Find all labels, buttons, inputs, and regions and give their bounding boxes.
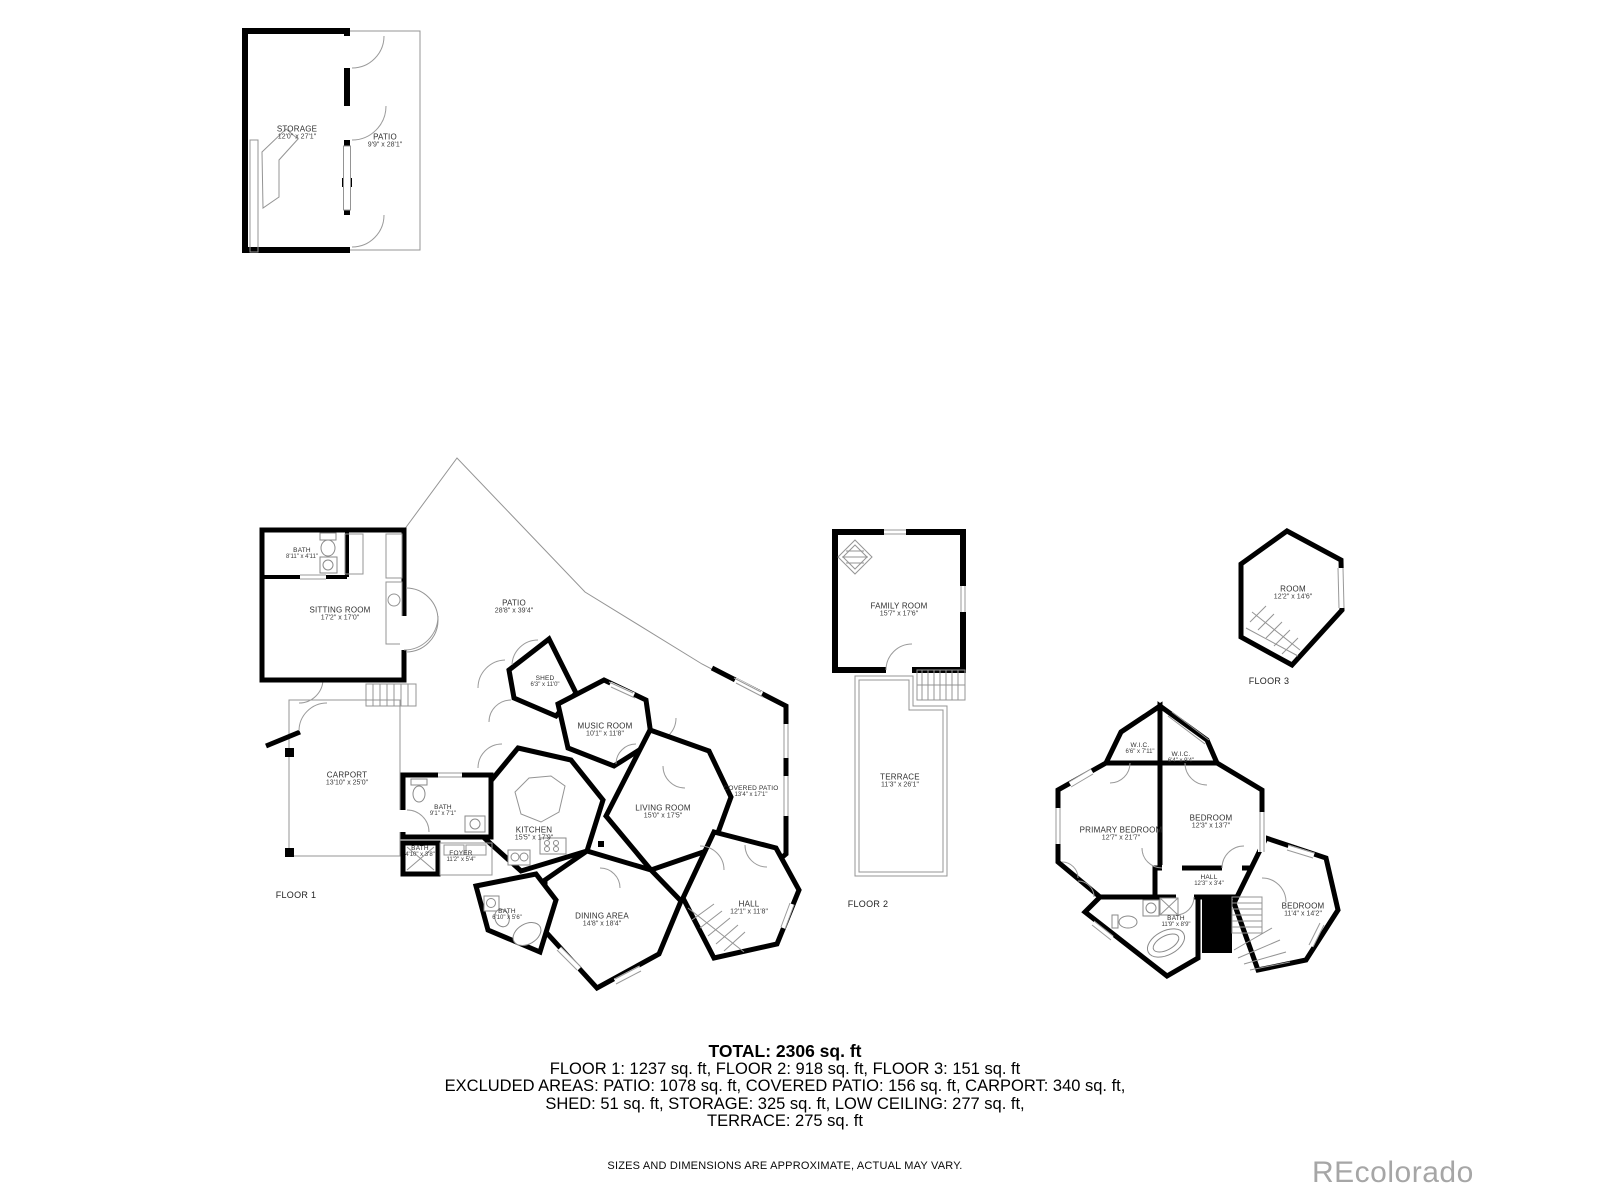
room-label-patio-main: PATIO 28'8" x 39'4" (494, 598, 534, 615)
window (1336, 568, 1345, 608)
window (438, 770, 462, 779)
floor-areas-text: FLOOR 1: 1237 sq. ft, FLOOR 2: 918 sq. ft, FLOOR 3: 151 sq. ft (549, 1059, 1021, 1078)
watermark-logo: REcolorado (1312, 1156, 1474, 1189)
door-arc (478, 744, 502, 768)
window (884, 528, 906, 536)
storage-window (344, 146, 351, 210)
room-label-living-room: LIVING ROOM 15'0" x 17'5" (635, 803, 691, 820)
area-summary (0, 1043, 1570, 1131)
room-label-primary-bedroom: PRIMARY BEDROOM 12'7" x 21'7" (1079, 825, 1163, 842)
room-label-wic-right: W.I.C. 6'4" x 9'4" (1167, 751, 1195, 764)
wic-right-room (1160, 706, 1217, 763)
room-label-dining-area: DINING AREA 14'8" x 18'4" (575, 911, 629, 928)
closet (466, 845, 486, 855)
room-label-carport: CARPORT 13'10" x 25'0" (325, 770, 369, 787)
flo or1-label: FLOOR 1 (275, 890, 317, 900)
floor2-bedroom-wing (1054, 706, 1338, 976)
family-room-walls (835, 532, 963, 670)
room-label-hall-f2: HALL 12'3" x 3'4" (1194, 874, 1224, 887)
room-label-bedroom1: BEDROOM 12'3" x 13'7" (1189, 813, 1233, 830)
floor3-plan (1241, 531, 1345, 665)
room-label-bath-sitting: BATH 8'11" x 4'11" (285, 547, 319, 560)
room-label-storage: STORAGE 12'0" x 27'1" (276, 124, 318, 141)
bath-small-room (403, 843, 438, 874)
room-label-covered-patio: COVERED PATIO 13'4" x 17'1" (723, 785, 779, 798)
terrace-outline (855, 676, 947, 876)
room-label-family-room: FAMILY ROOM 15'7" x 17'6" (870, 601, 928, 618)
room-label-bath-dining: BATH 6'10" x 5'6" (492, 908, 522, 921)
room-label-music-room: MUSIC ROOM 10'1" x 11'8" (577, 721, 633, 738)
door-arc (299, 679, 323, 703)
room-label-bath-small: BATH 4'10" x 3'8" (405, 845, 435, 858)
room-label-room-f3: ROOM 12'2" x 14'6" (1273, 584, 1313, 601)
carport-wall-stub (266, 732, 300, 746)
carport-post (285, 748, 294, 757)
exterior-door (400, 616, 438, 650)
room-label-foyer: FOYER 11'2" x 5'4" (446, 850, 476, 863)
bath-dining-room (476, 874, 556, 952)
sitting-room-block (262, 530, 438, 706)
sink (1143, 900, 1159, 916)
excluded-areas-text-2: SHED: 51 sq. ft, STORAGE: 325 sq. ft, LOW CEILING: 277 sq. ft, (545, 1094, 1025, 1113)
carport-post (285, 848, 294, 857)
floor2-stairs (917, 670, 965, 700)
floor2-label: FLOOR 2 (847, 899, 889, 909)
room-label-hall-f1: HALL 12'1" x 11'8" (730, 899, 768, 916)
shower (1160, 898, 1178, 915)
window (1258, 812, 1266, 852)
room-label-bath-f2: BATH 11'9" x 8'9" (1161, 915, 1191, 928)
bedroom1-room (1160, 763, 1262, 868)
sink (465, 816, 485, 832)
sink (484, 896, 499, 911)
door-arc (299, 703, 327, 731)
bath-f1-room (399, 770, 491, 837)
window (782, 724, 790, 758)
excluded-areas-text-1: EXCLUDED AREAS: PATIO: 1078 sq. ft, COVERED PATIO: 156 sq. ft, CARPORT: 340 sq. ft, (444, 1077, 1126, 1096)
window (1054, 808, 1062, 844)
window (959, 586, 967, 612)
sliding-door (300, 573, 326, 581)
entry-stairs (366, 684, 416, 706)
storage-door-arcs (352, 36, 386, 247)
wic-left-room (1106, 706, 1160, 763)
round-deck (406, 588, 438, 652)
window (734, 678, 763, 697)
door-arc (478, 660, 505, 688)
room-label-storage-patio: PATIO 9'9" x 28'1" (367, 132, 403, 149)
toilet (320, 533, 336, 556)
room-label-bedroom2: BEDROOM 11'4" x 14'2" (1281, 901, 1325, 918)
stair-void (1202, 897, 1232, 953)
room-label-terrace: TERRACE 11'3" x 26'1" (880, 772, 920, 789)
dining-area (545, 851, 681, 988)
toilet (1112, 915, 1137, 928)
storage-building (245, 31, 420, 252)
kitchen-sink (508, 850, 530, 865)
excluded-areas-text-3: TERRACE: 275 sq. ft (707, 1112, 863, 1131)
floor2-plan (835, 528, 967, 876)
sink (320, 557, 337, 573)
foyer-room (440, 843, 492, 875)
total-area-text: TOTAL: 2306 sq. ft (708, 1041, 862, 1061)
room-label-kitchen: KITCHEN 15'5" x 17'9" (514, 825, 554, 842)
main-patio-outline (404, 458, 786, 708)
room-label-sitting-room: SITTING ROOM 17'2" x 17'0" (309, 605, 371, 622)
room-label-bath-f1: BATH 9'1" x 7'1" (429, 804, 457, 817)
room-label-wic-left: W.I.C. 6'6" x 7'11" (1125, 742, 1155, 755)
floor1-plan (262, 458, 799, 988)
wall-junction (598, 841, 604, 847)
closet (444, 845, 464, 855)
disclaimer-text: SIZES AND DIMENSIONS ARE APPROXIMATE, ACTUAL MAY VARY. (607, 1160, 963, 1172)
window (782, 776, 790, 816)
floor3-label: FLOOR 3 (1248, 676, 1290, 686)
room-label-shed: SHED 6'3" x 11'0" (530, 675, 560, 688)
stove (540, 838, 566, 854)
door-arc (489, 700, 511, 722)
